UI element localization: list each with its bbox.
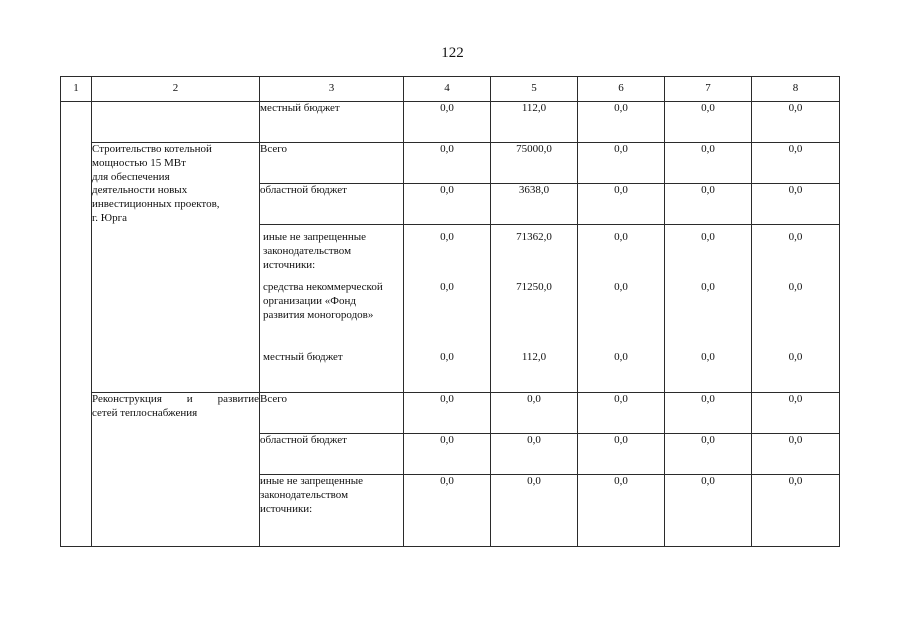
value-cell-combined	[665, 225, 752, 393]
value-cell-combined	[491, 225, 578, 393]
project-name-heating	[92, 393, 260, 547]
value-text: 0,0	[614, 351, 628, 363]
col-header-8: 8	[752, 77, 840, 102]
value-cell: 0,0	[752, 102, 840, 143]
source-text: местный бюджет	[263, 351, 343, 363]
project-name-line: для обеспечения	[92, 170, 170, 183]
value-text: 71250,0	[516, 281, 552, 293]
value-cell: 0,0	[578, 393, 665, 434]
value-text: 0,0	[701, 231, 715, 243]
value-cell: 3638,0	[491, 184, 578, 225]
value-cell: 0,0	[665, 393, 752, 434]
value-cell: 75000,0	[491, 143, 578, 184]
value-cell: 0,0	[665, 184, 752, 225]
value-text: 0,0	[701, 281, 715, 293]
source-text: средства некоммерческой организации «Фонд развития моногородов»	[263, 281, 383, 321]
project-name-line: инвестиционных проектов,	[92, 198, 220, 210]
value-cell: 0,0	[578, 102, 665, 143]
value-cell: 0,0	[752, 184, 840, 225]
value-text: 0,0	[701, 351, 715, 363]
value-text: 0,0	[788, 281, 803, 293]
value-cell: 0,0	[404, 393, 491, 434]
value-cell: 0,0	[665, 102, 752, 143]
source-cell: иные не запрещенные законодательством источники:	[260, 475, 404, 547]
description-cell-empty	[92, 102, 260, 143]
col-header-2: 2	[92, 77, 260, 102]
table-row	[61, 393, 840, 434]
value-cell: 0,0	[665, 434, 752, 475]
col-header-1: 1	[61, 77, 92, 102]
project-name-line: деятельности новых	[92, 184, 188, 197]
value-cell: 0,0	[752, 434, 840, 475]
project-name-boiler	[92, 143, 260, 393]
col-header-4: 4	[404, 77, 491, 102]
value-cell: 0,0	[752, 393, 840, 434]
value-text: 71362,0	[516, 231, 552, 243]
header-row	[61, 77, 840, 102]
col-header-7: 7	[665, 77, 752, 102]
value-cell: 0,0	[404, 184, 491, 225]
project-name-line: сетей теплоснабжения	[92, 406, 198, 419]
value-cell: 0,0	[578, 475, 665, 547]
project-name-line: Реконструкция и развитие	[92, 393, 259, 405]
source-cell: Всего	[260, 143, 404, 184]
value-text: 0,0	[614, 281, 628, 293]
value-cell-combined	[752, 225, 840, 393]
value-cell: 0,0	[404, 434, 491, 475]
source-cell: областной бюджет	[260, 434, 404, 475]
project-name-line: Строительство котельной	[92, 143, 212, 155]
project-name-line: г. Юрга	[92, 211, 127, 224]
value-cell: 0,0	[665, 143, 752, 184]
value-cell: 0,0	[491, 434, 578, 475]
value-text: 0,0	[440, 281, 454, 293]
page-number: 122	[441, 45, 464, 61]
value-text: 0,0	[788, 351, 803, 363]
value-cell: 0,0	[491, 393, 578, 434]
source-text: иные не запрещенные законодательством источники:	[263, 231, 367, 271]
col-header-6: 6	[578, 77, 665, 102]
value-cell: 0,0	[665, 475, 752, 547]
value-cell: 0,0	[752, 143, 840, 184]
value-text: 0,0	[614, 231, 628, 243]
value-cell: 0,0	[491, 475, 578, 547]
value-cell: 0,0	[578, 184, 665, 225]
value-cell: 0,0	[404, 475, 491, 547]
col-header-3: 3	[260, 77, 404, 102]
value-cell: 0,0	[578, 143, 665, 184]
value-cell-combined	[404, 225, 491, 393]
col-header-5: 5	[491, 77, 578, 102]
source-cell: Всего	[260, 393, 404, 434]
value-text: 112,0	[521, 351, 547, 363]
value-cell-combined	[578, 225, 665, 393]
source-cell: областной бюджет	[260, 184, 404, 225]
index-cell	[61, 102, 92, 547]
source-cell-combined	[260, 225, 404, 393]
value-text: 0,0	[440, 351, 454, 363]
value-cell: 0,0	[752, 475, 840, 547]
project-name-line: мощностью 15 МВт	[92, 156, 186, 169]
value-text: 0,0	[788, 231, 803, 243]
table-row	[61, 102, 840, 143]
value-cell: 0,0	[578, 434, 665, 475]
value-text: 0,0	[440, 231, 454, 243]
source-cell: местный бюджет	[260, 102, 404, 143]
value-cell: 112,0	[491, 102, 578, 143]
value-cell: 0,0	[404, 102, 491, 143]
table-row	[61, 143, 840, 184]
value-cell: 0,0	[404, 143, 491, 184]
budget-table	[60, 76, 840, 547]
